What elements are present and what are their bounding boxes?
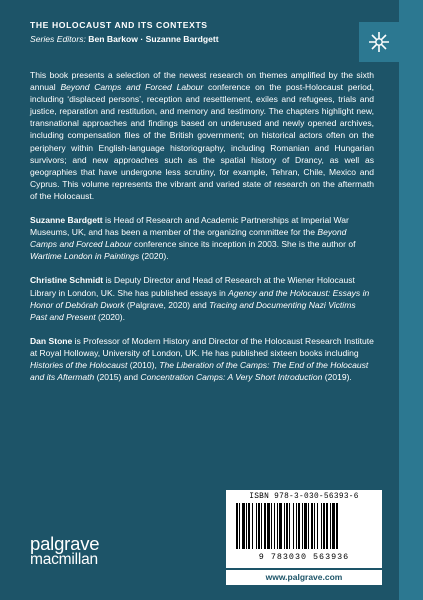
isbn-number: ISBN 978-3-030-56393-6 bbox=[249, 493, 359, 501]
blurb-text: conference on the post-Holocaust period, including ‘displaced persons’, reception and resettlement, exiles and refugees, trials and justice, reparation and restitution, and memory and testimony. The chapters highlight new, transnational approaches and findings based on underused and newly opened archives, including compensation files of the British government; on historical actors often on the periphery within English-language historiography, including Romanian and Hungarian survivors; and new approaches such as the spatial history of Drancy, as well as geographies that have undergone less scrutiny, for example, Tehran, Chile, Mexico and Cyprus. This volume represents the vibrant and varied state of research on the aftermath of the Holocaust. bbox=[30, 82, 374, 201]
barcode-bar bbox=[289, 503, 290, 549]
barcode-bar bbox=[239, 503, 240, 549]
bio-title: The Liberation of the Camps: The End of the Holocaust and its Aftermath bbox=[30, 359, 369, 383]
series-editors-label: Series Editors: bbox=[30, 34, 86, 44]
barcode-bar bbox=[286, 503, 288, 549]
series-editors bbox=[30, 33, 374, 45]
barcode-bar bbox=[317, 503, 318, 549]
bio-text: is Deputy Director and Head of Research at the Wiener Holocaust Library in London, UK. She has published essays in bbox=[30, 275, 355, 298]
barcode-bar bbox=[246, 503, 247, 549]
bio-title: Agency and the Holocaust: Essays in Honor of Debórah Dwork bbox=[30, 287, 370, 310]
bio-text: is Head of Research and Academic Partnerships at Imperial War Museums, UK, and has been a member of the organizing committee for the bbox=[30, 215, 349, 238]
barcode-bar bbox=[314, 503, 315, 549]
barcode-bar bbox=[271, 503, 272, 549]
bio-title: Beyond Camps and Forced Labour bbox=[30, 227, 347, 250]
bio-text: (2015) and bbox=[94, 372, 141, 383]
spine-strip bbox=[399, 0, 423, 600]
series-editors-names: Ben Barkow · Suzanne Bardgett bbox=[88, 34, 219, 44]
barcode-bar bbox=[252, 503, 253, 549]
barcode-bar bbox=[298, 503, 300, 549]
barcode-bar bbox=[302, 503, 303, 549]
bio-text: (Palgrave, 2020) and bbox=[124, 299, 210, 310]
editor-bio-bardgett bbox=[30, 214, 374, 262]
barcode-bar bbox=[326, 503, 328, 549]
barcode-bar bbox=[304, 503, 307, 549]
barcode-bar bbox=[296, 503, 297, 549]
bio-title: Tracing and Documenting Nazi Victims Past and Present bbox=[30, 299, 356, 322]
editor-name: Christine Schmidt bbox=[30, 275, 104, 286]
bio-text: (2020). bbox=[95, 311, 126, 322]
editor-name: Dan Stone bbox=[30, 335, 73, 346]
bio-title: Concentration Camps: A Very Short Introduction bbox=[140, 372, 323, 383]
publisher-logo bbox=[30, 533, 100, 568]
barcode-bar bbox=[311, 503, 313, 549]
bio-text: (2010), bbox=[127, 359, 160, 370]
barcode-icon bbox=[234, 503, 374, 551]
bio-title: Wartime London in Paintings bbox=[30, 251, 140, 262]
website-band bbox=[226, 570, 382, 585]
barcode-bar bbox=[323, 503, 325, 549]
bio-text: (2019). bbox=[322, 372, 352, 383]
barcode-bar bbox=[277, 503, 278, 549]
barcode-bar bbox=[293, 503, 294, 549]
barcode-bar bbox=[248, 503, 250, 549]
barcode-bar bbox=[332, 503, 335, 549]
barcode-bar bbox=[279, 503, 282, 549]
bio-title: Histories of the Holocaust bbox=[30, 359, 128, 370]
barcode-bar bbox=[274, 503, 275, 549]
barcode-bar bbox=[267, 503, 270, 549]
isbn-barcode bbox=[226, 490, 382, 568]
barcode-bar bbox=[308, 503, 309, 549]
bio-text: conference since its inception in 2003. She is the author of bbox=[131, 239, 356, 250]
book-description bbox=[30, 69, 374, 202]
conference-title: Beyond Camps and Forced Labour bbox=[60, 82, 204, 93]
barcode-bar bbox=[242, 503, 245, 549]
back-cover-text bbox=[30, 20, 374, 383]
barcode-digits: 9 783030 563936 bbox=[258, 552, 350, 562]
barcode-bar bbox=[330, 503, 331, 549]
editor-bio-schmidt bbox=[30, 274, 374, 322]
barcode-bar bbox=[261, 503, 262, 549]
bio-text: is Professor of Modern History and Director of the Holocaust Research Institute at Royal Holloway, University of London, UK. He has published sixteen books including bbox=[30, 335, 374, 358]
series-title: THE HOLOCAUST AND ITS CONTEXTS bbox=[30, 20, 208, 30]
barcode-bar bbox=[236, 503, 238, 549]
editor-name: Suzanne Bardgett bbox=[30, 215, 103, 226]
bio-text: (2020). bbox=[139, 251, 169, 262]
blurb-text: This book presents a selection of the newest research on themes amplified by the sixth annual bbox=[30, 70, 374, 93]
publisher-name-line1: palgrave bbox=[30, 533, 100, 554]
barcode-bar bbox=[321, 503, 322, 549]
barcode-bar bbox=[336, 503, 338, 549]
barcode-bar bbox=[256, 503, 257, 549]
publisher-name-line2: macmillan bbox=[30, 551, 98, 568]
editor-bio-stone bbox=[30, 335, 374, 383]
barcode-bar bbox=[264, 503, 266, 549]
barcode-bar bbox=[258, 503, 260, 549]
website-link[interactable]: www.palgrave.com bbox=[265, 572, 343, 582]
barcode-bar bbox=[284, 503, 285, 549]
